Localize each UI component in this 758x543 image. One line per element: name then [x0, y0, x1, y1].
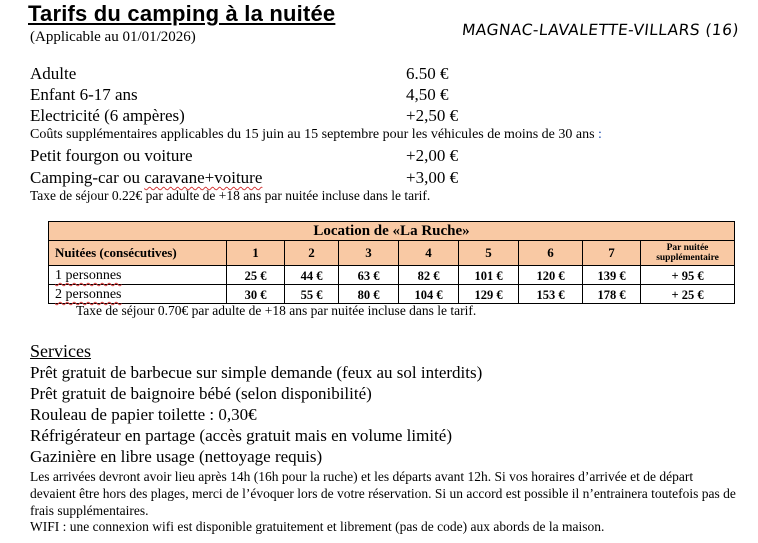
column-header: 4	[399, 241, 459, 266]
location-handwritten: MAGNAC-LAVALETTE-VILLARS (16)	[461, 21, 740, 39]
table-cell: 104 €	[399, 285, 459, 304]
table-cell: 44 €	[285, 266, 339, 285]
table-cell: 129 €	[459, 285, 519, 304]
extra-van-label: Petit fourgon ou voiture	[30, 146, 193, 165]
table-title-row	[49, 222, 735, 241]
extra-costs-intro-text: Coûts supplémentaires applicables du 15 juin au 15 septembre pour les véhicules de moins de 30 ans	[30, 127, 595, 142]
table-cell: 153 €	[519, 285, 583, 304]
validity-date: (Applicable au 01/01/2026)	[30, 29, 196, 45]
rate-adult-label: Adulte	[30, 64, 77, 83]
wifi-note: WIFI : une connexion wifi est disponible gratuitement et librement (pas de code) aux abords de la maison.	[30, 519, 605, 534]
table-cell: 30 €	[227, 285, 285, 304]
service-item: Réfrigérateur en partage (accès gratuit mais en volume limité)	[30, 426, 452, 445]
spellcheck-flagged-word: caravane+voiture	[144, 168, 263, 187]
table-cell: 139 €	[583, 266, 641, 285]
rate-child-label: Enfant 6-17 ans	[30, 85, 138, 104]
column-header: Nuitées (consécutives)	[49, 241, 227, 266]
column-header: 2	[285, 241, 339, 266]
rate-electricity-price: +2,50 €	[406, 106, 459, 125]
table-cell: 25 €	[227, 266, 285, 285]
row-label-text: 2 personnes	[55, 287, 122, 302]
ruche-price-table	[48, 221, 735, 304]
column-header: Par nuitée supplémentaire	[641, 241, 735, 266]
table-cell: + 95 €	[641, 266, 735, 285]
table-row	[49, 266, 735, 285]
table-row	[49, 285, 735, 304]
column-header: 5	[459, 241, 519, 266]
arrival-departure-note: Les arrivées devront avoir lieu après 14h (16h pour la ruche) et les départs avant 12h. Si vos horaires d’arrivée et de départ devaient être hors des plages, merci de l’évoquer lors de votre réservation. Si un accord est possible il n’entrainera toutefois pas de frais supplémentaires.	[30, 469, 736, 518]
table-cell: 55 €	[285, 285, 339, 304]
column-header: 1	[227, 241, 285, 266]
service-item: Prêt gratuit de barbecue sur simple demande (feux au sol interdits)	[30, 363, 483, 382]
extra-van-price: +2,00 €	[406, 146, 459, 165]
row-label	[49, 266, 227, 285]
extra-campingcar-price: +3,00 €	[406, 168, 459, 187]
rate-adult-price: 6.50 €	[406, 64, 449, 83]
table-cell: 178 €	[583, 285, 641, 304]
page-title: Tarifs du camping à la nuitée	[28, 1, 336, 26]
tax-note-ruche: Taxe de séjour 0.70€ par adulte de +18 ans par nuitée incluse dans le tarif.	[76, 303, 477, 318]
row-label	[49, 285, 227, 304]
table-cell: 80 €	[339, 285, 399, 304]
table-cell: 82 €	[399, 266, 459, 285]
table-cell: + 25 €	[641, 285, 735, 304]
table-title: Location de «La Ruche»	[49, 222, 735, 241]
extra-costs-intro	[30, 127, 602, 143]
service-item: Prêt gratuit de baignoire bébé (selon disponibilité)	[30, 384, 372, 403]
service-item: Gazinière en libre usage (nettoyage requis)	[30, 447, 323, 466]
column-header: 3	[339, 241, 399, 266]
row-label-text: 1 personnes	[55, 268, 122, 283]
extra-campingcar-label-prefix: Camping-car ou	[30, 168, 145, 187]
extra-costs-intro-colon: :	[598, 127, 602, 142]
table-cell: 101 €	[459, 266, 519, 285]
services-heading: Services	[30, 341, 91, 361]
service-item: Rouleau de papier toilette : 0,30€	[30, 405, 257, 424]
column-header: 7	[583, 241, 641, 266]
tax-note-camping: Taxe de séjour 0.22€ par adulte de +18 ans par nuitée incluse dans le tarif.	[30, 188, 431, 203]
table-cell: 63 €	[339, 266, 399, 285]
table-header-row	[49, 241, 735, 266]
rate-child-price: 4,50 €	[406, 85, 449, 104]
table-cell: 120 €	[519, 266, 583, 285]
extra-campingcar-label	[30, 168, 262, 188]
column-header: 6	[519, 241, 583, 266]
rate-electricity-label: Electricité (6 ampères)	[30, 106, 185, 125]
